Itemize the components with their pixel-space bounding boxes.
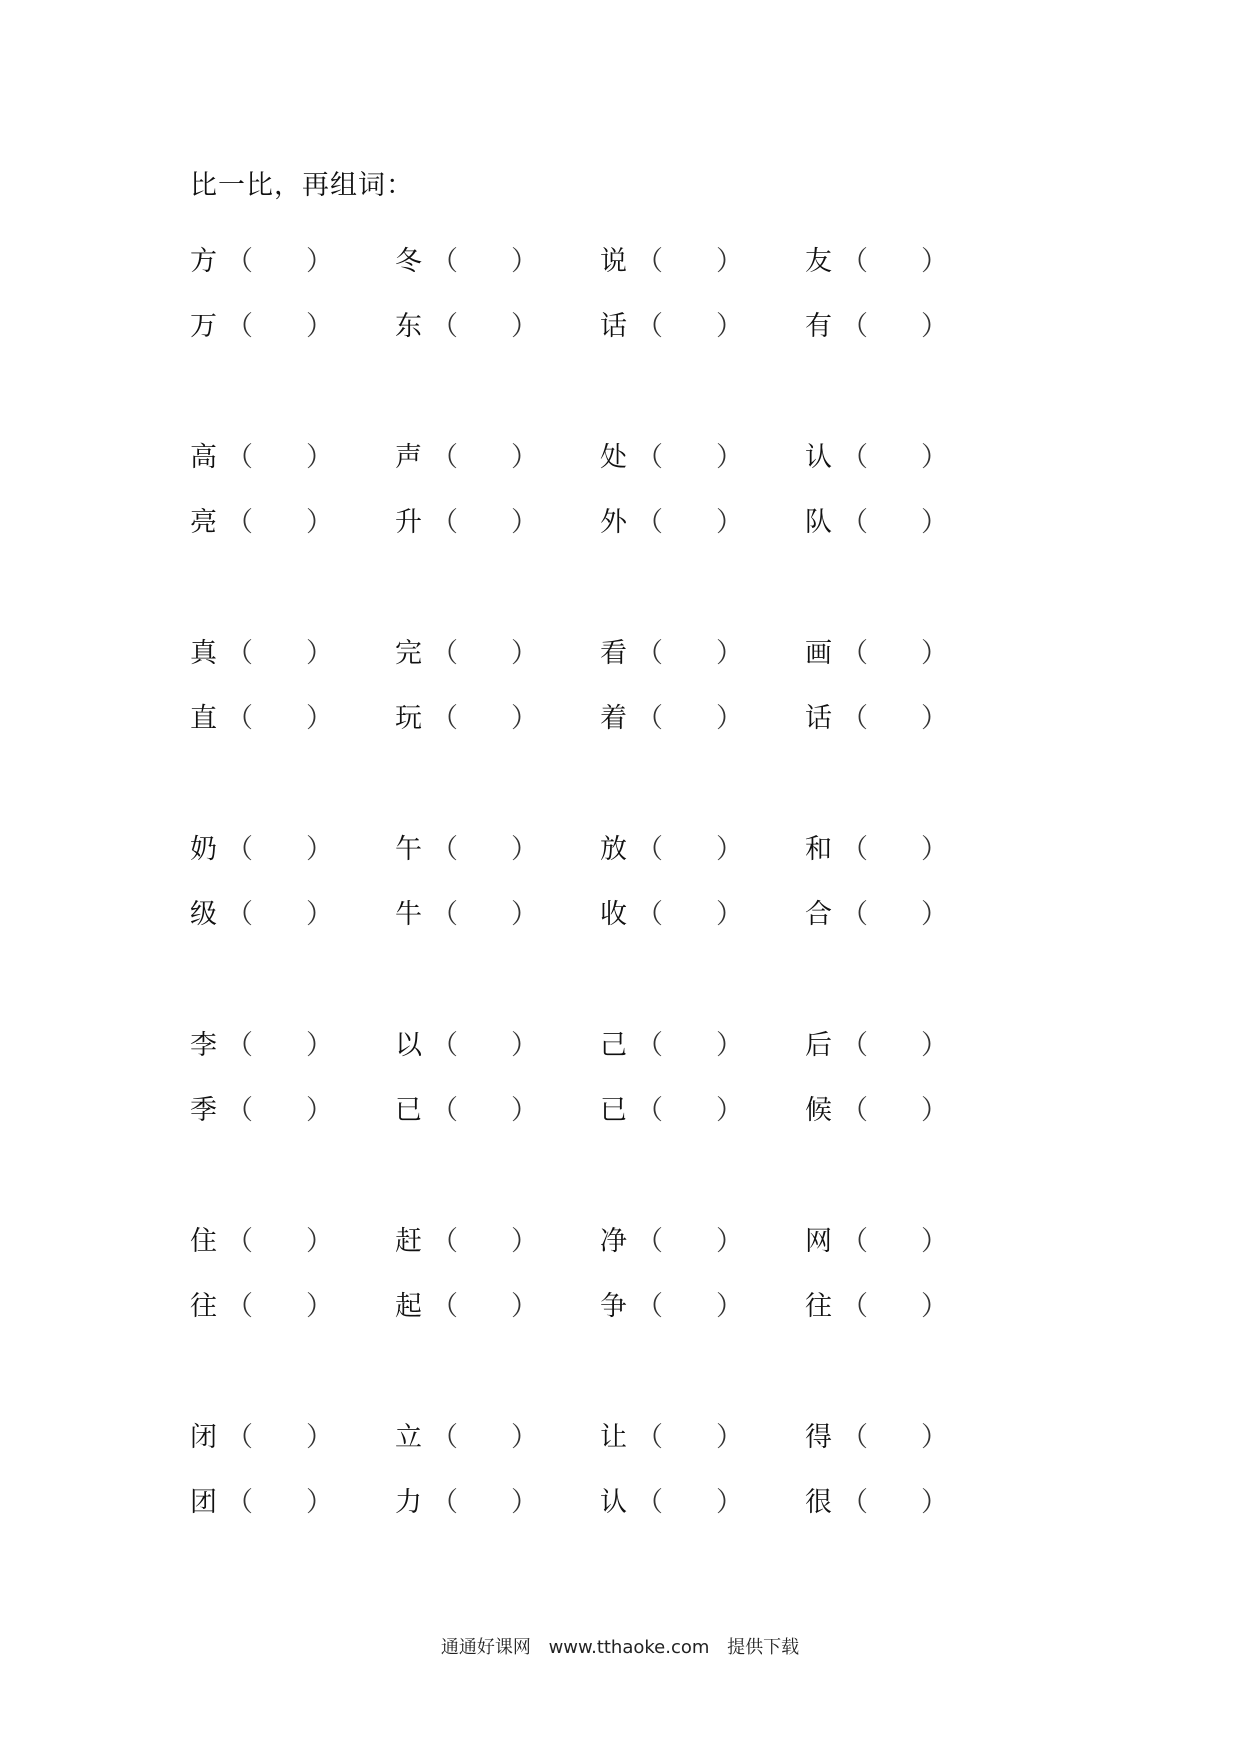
footer-url: www.tthaoke.com xyxy=(548,1637,710,1658)
answer-blank-open-paren: （ xyxy=(636,1226,663,1257)
answer-blank-close-paren: ） xyxy=(921,507,948,538)
answer-blank-open-paren: （ xyxy=(636,442,663,473)
character: 团 xyxy=(190,1487,217,1518)
character: 级 xyxy=(190,899,217,930)
answer-blank-open-paren: （ xyxy=(636,1291,663,1322)
character: 让 xyxy=(600,1422,627,1453)
answer-blank-open-paren: （ xyxy=(431,1030,458,1061)
answer-blank-close-paren: ） xyxy=(716,1291,743,1322)
word-item xyxy=(190,239,395,278)
character: 候 xyxy=(805,1095,832,1126)
answer-blank-close-paren: ） xyxy=(716,638,743,669)
answer-blank-open-paren: （ xyxy=(226,1487,253,1518)
word-item xyxy=(395,500,600,539)
word-item xyxy=(600,1088,805,1127)
answer-blank-open-paren: （ xyxy=(226,1095,253,1126)
answer-blank-close-paren: ） xyxy=(511,899,538,930)
character: 亮 xyxy=(190,507,217,538)
character: 说 xyxy=(600,246,627,277)
answer-blank-open-paren: （ xyxy=(841,442,868,473)
char-row xyxy=(190,1206,1010,1271)
word-item xyxy=(805,500,1010,539)
answer-blank-close-paren: ） xyxy=(306,1291,333,1322)
answer-blank-open-paren: （ xyxy=(841,1487,868,1518)
character: 话 xyxy=(600,311,627,342)
char-row xyxy=(190,487,1010,552)
answer-blank-close-paren: ） xyxy=(921,703,948,734)
character: 以 xyxy=(395,1030,422,1061)
word-item xyxy=(805,435,1010,474)
answer-blank-open-paren: （ xyxy=(226,1291,253,1322)
answer-blank-open-paren: （ xyxy=(841,1095,868,1126)
answer-blank-close-paren: ） xyxy=(306,1095,333,1126)
answer-blank-close-paren: ） xyxy=(306,1487,333,1518)
word-item xyxy=(805,631,1010,670)
answer-blank-open-paren: （ xyxy=(636,1030,663,1061)
character: 认 xyxy=(600,1487,627,1518)
answer-blank-open-paren: （ xyxy=(431,1226,458,1257)
answer-blank-open-paren: （ xyxy=(431,1095,458,1126)
word-item xyxy=(600,1284,805,1323)
character: 玩 xyxy=(395,703,422,734)
word-item xyxy=(805,696,1010,735)
word-item xyxy=(190,435,395,474)
word-item xyxy=(805,827,1010,866)
word-item xyxy=(395,1023,600,1062)
answer-blank-open-paren: （ xyxy=(431,703,458,734)
answer-blank-close-paren: ） xyxy=(511,1095,538,1126)
char-row xyxy=(190,1467,1010,1532)
char-row xyxy=(190,1075,1010,1140)
answer-blank-close-paren: ） xyxy=(716,1226,743,1257)
word-item xyxy=(805,1088,1010,1127)
answer-blank-open-paren: （ xyxy=(226,638,253,669)
answer-blank-open-paren: （ xyxy=(636,638,663,669)
answer-blank-close-paren: ） xyxy=(921,442,948,473)
answer-blank-open-paren: （ xyxy=(431,638,458,669)
answer-blank-open-paren: （ xyxy=(841,1030,868,1061)
character: 起 xyxy=(395,1291,422,1322)
answer-blank-close-paren: ） xyxy=(511,1291,538,1322)
answer-blank-open-paren: （ xyxy=(226,1226,253,1257)
character: 往 xyxy=(190,1291,217,1322)
word-item xyxy=(190,304,395,343)
answer-blank-open-paren: （ xyxy=(431,507,458,538)
answer-blank-open-paren: （ xyxy=(431,246,458,277)
character: 话 xyxy=(805,703,832,734)
answer-blank-open-paren: （ xyxy=(226,311,253,342)
word-item xyxy=(395,1219,600,1258)
answer-blank-open-paren: （ xyxy=(841,703,868,734)
char-pair-group xyxy=(190,1402,1010,1598)
word-item xyxy=(190,500,395,539)
char-row xyxy=(190,683,1010,748)
answer-blank-close-paren: ） xyxy=(716,1422,743,1453)
answer-blank-close-paren: ） xyxy=(921,246,948,277)
answer-blank-close-paren: ） xyxy=(511,703,538,734)
char-pair-group xyxy=(190,618,1010,814)
word-item xyxy=(395,631,600,670)
character: 声 xyxy=(395,442,422,473)
answer-blank-close-paren: ） xyxy=(511,638,538,669)
character: 往 xyxy=(805,1291,832,1322)
answer-blank-close-paren: ） xyxy=(921,1487,948,1518)
word-item xyxy=(395,1415,600,1454)
character: 奶 xyxy=(190,834,217,865)
char-row xyxy=(190,1402,1010,1467)
answer-blank-close-paren: ） xyxy=(511,834,538,865)
word-item xyxy=(395,696,600,735)
answer-blank-open-paren: （ xyxy=(636,834,663,865)
answer-blank-close-paren: ） xyxy=(716,703,743,734)
word-item xyxy=(600,827,805,866)
answer-blank-close-paren: ） xyxy=(716,834,743,865)
word-item xyxy=(395,827,600,866)
character: 放 xyxy=(600,834,627,865)
character: 方 xyxy=(190,246,217,277)
character: 万 xyxy=(190,311,217,342)
word-item xyxy=(600,1023,805,1062)
answer-blank-open-paren: （ xyxy=(636,703,663,734)
char-row xyxy=(190,291,1010,356)
word-item xyxy=(600,1219,805,1258)
word-item xyxy=(600,435,805,474)
character: 牛 xyxy=(395,899,422,930)
character: 和 xyxy=(805,834,832,865)
answer-blank-open-paren: （ xyxy=(431,834,458,865)
character: 已 xyxy=(600,1095,627,1126)
answer-blank-open-paren: （ xyxy=(431,1487,458,1518)
answer-blank-open-paren: （ xyxy=(841,1291,868,1322)
char-pair-group xyxy=(190,1010,1010,1206)
char-row xyxy=(190,422,1010,487)
character: 东 xyxy=(395,311,422,342)
answer-blank-close-paren: ） xyxy=(921,311,948,342)
answer-blank-open-paren: （ xyxy=(431,442,458,473)
char-pair-group xyxy=(190,226,1010,422)
word-item xyxy=(600,631,805,670)
answer-blank-open-paren: （ xyxy=(431,1422,458,1453)
answer-blank-close-paren: ） xyxy=(306,507,333,538)
character: 很 xyxy=(805,1487,832,1518)
word-item xyxy=(805,239,1010,278)
answer-blank-close-paren: ） xyxy=(921,899,948,930)
answer-blank-close-paren: ） xyxy=(716,311,743,342)
word-item xyxy=(805,1023,1010,1062)
character: 高 xyxy=(190,442,217,473)
answer-blank-close-paren: ） xyxy=(511,1422,538,1453)
word-item xyxy=(805,1219,1010,1258)
answer-blank-close-paren: ） xyxy=(921,1095,948,1126)
word-item xyxy=(190,1284,395,1323)
footer xyxy=(0,1633,1240,1659)
character: 着 xyxy=(600,703,627,734)
character: 立 xyxy=(395,1422,422,1453)
page-title: 比一比，再组词： xyxy=(190,170,414,201)
word-item xyxy=(395,304,600,343)
answer-blank-close-paren: ） xyxy=(511,311,538,342)
word-item xyxy=(395,1284,600,1323)
char-pair-group xyxy=(190,422,1010,618)
character: 真 xyxy=(190,638,217,669)
word-item xyxy=(600,304,805,343)
answer-blank-close-paren: ） xyxy=(306,834,333,865)
character: 已 xyxy=(395,1095,422,1126)
word-item xyxy=(600,1415,805,1454)
answer-blank-open-paren: （ xyxy=(636,899,663,930)
character: 冬 xyxy=(395,246,422,277)
answer-blank-close-paren: ） xyxy=(511,246,538,277)
word-item xyxy=(395,1480,600,1519)
answer-blank-open-paren: （ xyxy=(226,507,253,538)
answer-blank-close-paren: ） xyxy=(921,834,948,865)
answer-blank-open-paren: （ xyxy=(636,1487,663,1518)
answer-blank-close-paren: ） xyxy=(511,1487,538,1518)
answer-blank-close-paren: ） xyxy=(511,507,538,538)
word-item xyxy=(190,1415,395,1454)
answer-blank-open-paren: （ xyxy=(226,1422,253,1453)
answer-blank-open-paren: （ xyxy=(226,246,253,277)
word-item xyxy=(600,892,805,931)
char-pair-group xyxy=(190,814,1010,1010)
exercise-groups xyxy=(190,226,1010,1598)
answer-blank-open-paren: （ xyxy=(636,1095,663,1126)
answer-blank-close-paren: ） xyxy=(921,1226,948,1257)
char-row xyxy=(190,1010,1010,1075)
word-item xyxy=(600,696,805,735)
character: 画 xyxy=(805,638,832,669)
answer-blank-close-paren: ） xyxy=(716,1095,743,1126)
word-item xyxy=(805,1415,1010,1454)
character: 看 xyxy=(600,638,627,669)
word-item xyxy=(395,1088,600,1127)
answer-blank-close-paren: ） xyxy=(306,1422,333,1453)
character: 升 xyxy=(395,507,422,538)
answer-blank-open-paren: （ xyxy=(636,507,663,538)
character: 赶 xyxy=(395,1226,422,1257)
answer-blank-open-paren: （ xyxy=(841,1422,868,1453)
answer-blank-close-paren: ） xyxy=(921,1030,948,1061)
character: 住 xyxy=(190,1226,217,1257)
char-pair-group xyxy=(190,1206,1010,1402)
character: 争 xyxy=(600,1291,627,1322)
word-item xyxy=(190,1219,395,1258)
character: 季 xyxy=(190,1095,217,1126)
word-item xyxy=(600,1480,805,1519)
answer-blank-close-paren: ） xyxy=(716,1030,743,1061)
answer-blank-open-paren: （ xyxy=(431,1291,458,1322)
char-row xyxy=(190,879,1010,944)
answer-blank-open-paren: （ xyxy=(226,442,253,473)
answer-blank-close-paren: ） xyxy=(306,442,333,473)
answer-blank-open-paren: （ xyxy=(841,507,868,538)
answer-blank-close-paren: ） xyxy=(306,311,333,342)
word-item xyxy=(190,1088,395,1127)
answer-blank-close-paren: ） xyxy=(511,1030,538,1061)
answer-blank-close-paren: ） xyxy=(306,899,333,930)
character: 直 xyxy=(190,703,217,734)
answer-blank-close-paren: ） xyxy=(716,442,743,473)
word-item xyxy=(190,827,395,866)
character: 后 xyxy=(805,1030,832,1061)
answer-blank-open-paren: （ xyxy=(226,899,253,930)
word-item xyxy=(190,696,395,735)
char-row xyxy=(190,618,1010,683)
answer-blank-close-paren: ） xyxy=(306,1030,333,1061)
word-item xyxy=(190,1480,395,1519)
character: 网 xyxy=(805,1226,832,1257)
answer-blank-close-paren: ） xyxy=(716,899,743,930)
answer-blank-close-paren: ） xyxy=(716,246,743,277)
character: 处 xyxy=(600,442,627,473)
character: 外 xyxy=(600,507,627,538)
character: 得 xyxy=(805,1422,832,1453)
answer-blank-open-paren: （ xyxy=(841,899,868,930)
word-item xyxy=(805,1284,1010,1323)
answer-blank-open-paren: （ xyxy=(841,1226,868,1257)
answer-blank-close-paren: ） xyxy=(306,246,333,277)
char-row xyxy=(190,226,1010,291)
character: 完 xyxy=(395,638,422,669)
character: 午 xyxy=(395,834,422,865)
character: 认 xyxy=(805,442,832,473)
answer-blank-close-paren: ） xyxy=(306,703,333,734)
answer-blank-close-paren: ） xyxy=(306,1226,333,1257)
char-row xyxy=(190,1271,1010,1336)
answer-blank-close-paren: ） xyxy=(921,1422,948,1453)
character: 李 xyxy=(190,1030,217,1061)
character: 己 xyxy=(600,1030,627,1061)
word-item xyxy=(600,239,805,278)
answer-blank-close-paren: ） xyxy=(921,1291,948,1322)
answer-blank-open-paren: （ xyxy=(226,834,253,865)
word-item xyxy=(190,892,395,931)
answer-blank-close-paren: ） xyxy=(921,638,948,669)
footer-site-name: 通通好课网 xyxy=(440,1637,531,1658)
character: 闭 xyxy=(190,1422,217,1453)
answer-blank-close-paren: ） xyxy=(306,638,333,669)
word-item xyxy=(395,435,600,474)
character: 友 xyxy=(805,246,832,277)
answer-blank-open-paren: （ xyxy=(431,311,458,342)
answer-blank-open-paren: （ xyxy=(636,311,663,342)
character: 力 xyxy=(395,1487,422,1518)
answer-blank-open-paren: （ xyxy=(226,703,253,734)
word-item xyxy=(600,500,805,539)
word-item xyxy=(190,1023,395,1062)
answer-blank-open-paren: （ xyxy=(841,834,868,865)
answer-blank-close-paren: ） xyxy=(716,1487,743,1518)
answer-blank-open-paren: （ xyxy=(841,311,868,342)
answer-blank-open-paren: （ xyxy=(636,246,663,277)
character: 净 xyxy=(600,1226,627,1257)
answer-blank-open-paren: （ xyxy=(431,899,458,930)
word-item xyxy=(395,892,600,931)
answer-blank-open-paren: （ xyxy=(636,1422,663,1453)
answer-blank-open-paren: （ xyxy=(841,246,868,277)
character: 收 xyxy=(600,899,627,930)
word-item xyxy=(395,239,600,278)
character: 队 xyxy=(805,507,832,538)
answer-blank-close-paren: ） xyxy=(511,1226,538,1257)
answer-blank-close-paren: ） xyxy=(716,507,743,538)
word-item xyxy=(805,1480,1010,1519)
footer-note: 提供下载 xyxy=(727,1637,800,1658)
answer-blank-open-paren: （ xyxy=(226,1030,253,1061)
answer-blank-close-paren: ） xyxy=(511,442,538,473)
character: 合 xyxy=(805,899,832,930)
word-item xyxy=(190,631,395,670)
character: 有 xyxy=(805,311,832,342)
char-row xyxy=(190,814,1010,879)
answer-blank-open-paren: （ xyxy=(841,638,868,669)
word-item xyxy=(805,304,1010,343)
word-item xyxy=(805,892,1010,931)
